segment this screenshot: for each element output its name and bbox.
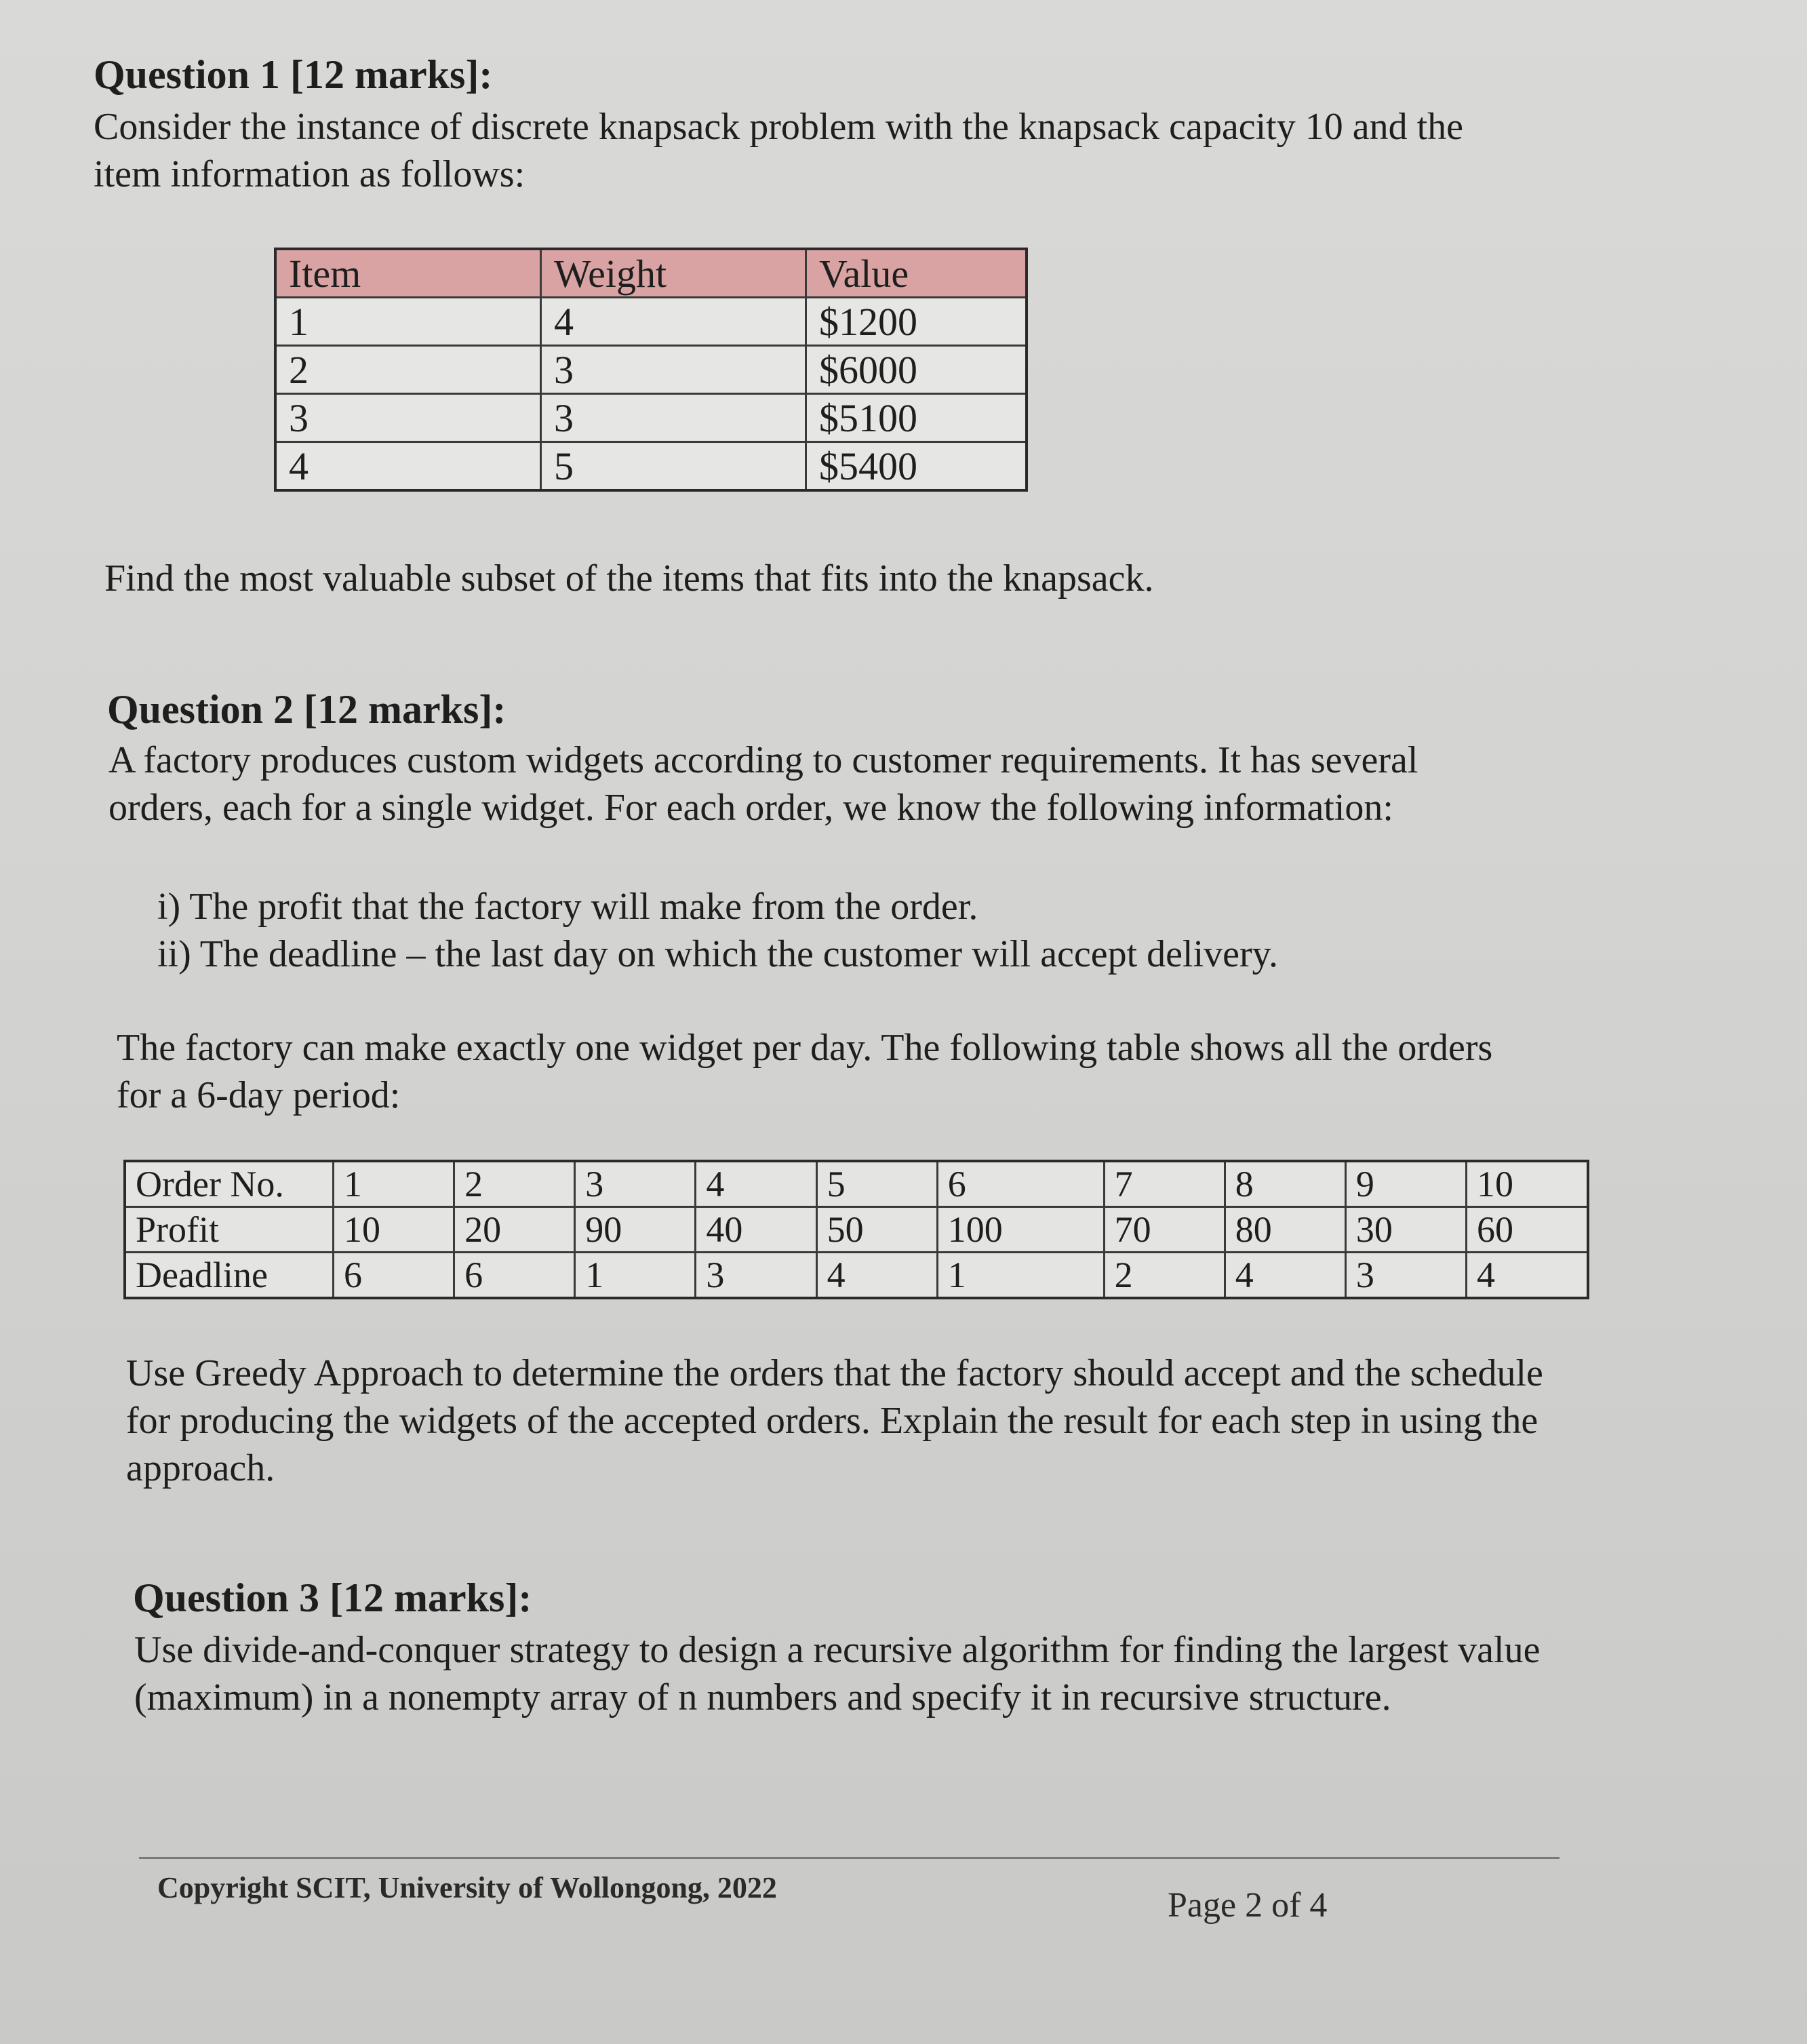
q2-intro — [108, 736, 1418, 831]
knapsack-cell-weight: 3 — [541, 346, 806, 394]
knapsack-header-value: Value — [806, 249, 1027, 298]
knapsack-cell-value: $1200 — [806, 298, 1027, 346]
orders-cell: 1 — [937, 1253, 1104, 1299]
orders-cell: 90 — [575, 1207, 696, 1253]
orders-table — [123, 1160, 1589, 1299]
orders-row-label: Order No. — [125, 1161, 334, 1207]
list-item: ii) The deadline – the last day on which the customer will accept delivery. — [157, 933, 1279, 975]
q1-intro-line: Consider the instance of discrete knapsack problem with the knapsack capacity 10 and the — [94, 106, 1463, 148]
table-row — [125, 1253, 1588, 1299]
knapsack-header-weight: Weight — [541, 249, 806, 298]
orders-cell: 50 — [816, 1207, 937, 1253]
q1-intro-line: item information as follows: — [94, 153, 525, 195]
knapsack-cell-value: $6000 — [806, 346, 1027, 394]
orders-cell: 6 — [334, 1253, 454, 1299]
q2-task-line: for producing the widgets of the accepted orders. Explain the result for each step in using the — [126, 1400, 1538, 1442]
orders-cell: 80 — [1225, 1207, 1345, 1253]
q3-task-line: (maximum) in a nonempty array of n numbers and specify it in recursive structure. — [134, 1676, 1391, 1718]
q2-mid-line: The factory can make exactly one widget per day. The following table shows all the orders — [117, 1027, 1493, 1069]
knapsack-cell-item: 4 — [275, 442, 541, 491]
orders-cell: 2 — [1104, 1253, 1225, 1299]
orders-cell: 4 — [696, 1161, 816, 1207]
table-row — [275, 442, 1027, 491]
q1-task — [104, 555, 1154, 602]
table-row — [125, 1207, 1588, 1253]
footer-copyright: Copyright SCIT, University of Wollongong, 2022 — [157, 1871, 777, 1904]
q1-heading: Question 1 [12 marks]: — [94, 52, 493, 97]
orders-cell: 70 — [1104, 1207, 1225, 1253]
q2-intro-line: A factory produces custom widgets according to customer requirements. It has several — [108, 739, 1418, 781]
orders-cell: 6 — [937, 1161, 1104, 1207]
orders-cell: 2 — [454, 1161, 575, 1207]
knapsack-cell-weight: 5 — [541, 442, 806, 491]
footer-page-number: Page 2 of 4 — [1168, 1886, 1328, 1925]
knapsack-cell-value: $5100 — [806, 394, 1027, 442]
q2-task-line: Use Greedy Approach to determine the orders that the factory should accept and the schedule — [126, 1352, 1543, 1394]
knapsack-cell-weight: 3 — [541, 394, 806, 442]
orders-row-label: Deadline — [125, 1253, 334, 1299]
footer-divider — [139, 1857, 1560, 1859]
orders-cell: 4 — [1225, 1253, 1345, 1299]
q3-task — [134, 1626, 1540, 1721]
q2-mid-line: for a 6-day period: — [117, 1074, 401, 1116]
knapsack-cell-item: 3 — [275, 394, 541, 442]
orders-cell: 3 — [696, 1253, 816, 1299]
orders-cell: 9 — [1345, 1161, 1466, 1207]
q2-heading: Question 2 [12 marks]: — [107, 687, 507, 732]
orders-cell: 7 — [1104, 1161, 1225, 1207]
orders-cell: 100 — [937, 1207, 1104, 1253]
orders-cell: 3 — [575, 1161, 696, 1207]
table-row — [125, 1161, 1588, 1207]
orders-cell: 30 — [1345, 1207, 1466, 1253]
orders-cell: 3 — [1345, 1253, 1466, 1299]
q2-info-list — [157, 883, 1278, 978]
q2-task-line: approach. — [126, 1447, 275, 1489]
q1-intro — [94, 103, 1463, 198]
orders-cell: 8 — [1225, 1161, 1345, 1207]
table-row — [275, 346, 1027, 394]
q3-heading: Question 3 [12 marks]: — [133, 1575, 532, 1620]
q2-mid — [117, 1024, 1492, 1119]
orders-cell: 1 — [334, 1161, 454, 1207]
table-row — [275, 394, 1027, 442]
knapsack-cell-item: 1 — [275, 298, 541, 346]
knapsack-table-header-row — [275, 249, 1027, 298]
orders-cell: 10 — [334, 1207, 454, 1253]
list-item: i) The profit that the factory will make from the order. — [157, 886, 978, 928]
orders-cell: 40 — [696, 1207, 816, 1253]
orders-cell: 4 — [816, 1253, 937, 1299]
knapsack-cell-value: $5400 — [806, 442, 1027, 491]
orders-row-label: Profit — [125, 1207, 334, 1253]
q2-intro-line: orders, each for a single widget. For each order, we know the following information: — [108, 787, 1393, 829]
knapsack-table — [274, 248, 1028, 492]
q2-task — [126, 1350, 1543, 1492]
q3-task-line: Use divide-and-conquer strategy to design a recursive algorithm for finding the largest value — [134, 1629, 1541, 1671]
orders-cell: 60 — [1467, 1207, 1588, 1253]
knapsack-cell-weight: 4 — [541, 298, 806, 346]
q1-task-line: Find the most valuable subset of the items that fits into the knapsack. — [104, 557, 1154, 600]
orders-cell: 10 — [1467, 1161, 1588, 1207]
table-row — [275, 298, 1027, 346]
orders-cell: 20 — [454, 1207, 575, 1253]
orders-cell: 1 — [575, 1253, 696, 1299]
knapsack-cell-item: 2 — [275, 346, 541, 394]
knapsack-header-item: Item — [275, 249, 541, 298]
orders-cell: 6 — [454, 1253, 575, 1299]
orders-cell: 4 — [1467, 1253, 1588, 1299]
orders-cell: 5 — [816, 1161, 937, 1207]
